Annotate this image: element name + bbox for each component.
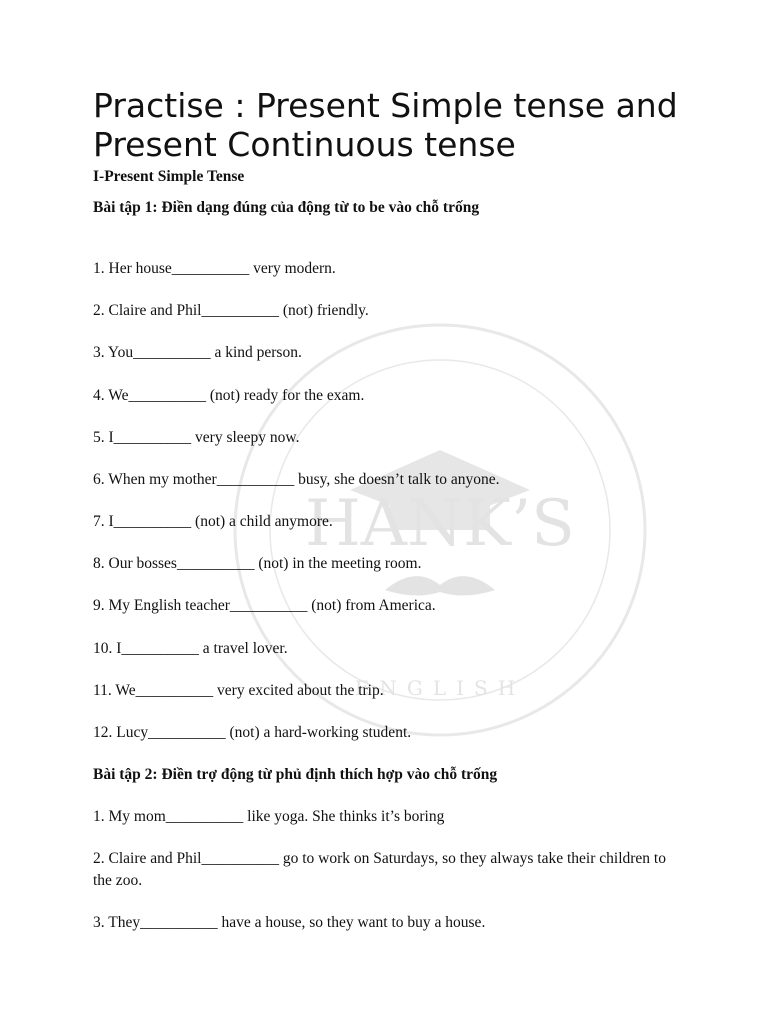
exercise1-item: 6. When my mother__________ busy, she doesn’t talk to anyone. bbox=[93, 471, 500, 488]
exercise1-item: 1. Her house__________ very modern. bbox=[93, 260, 336, 277]
section-heading: I-Present Simple Tense bbox=[93, 168, 245, 185]
exercise1-item: 3. You__________ a kind person. bbox=[93, 344, 302, 361]
watermark-brand: HANK’S bbox=[304, 487, 576, 561]
exercise1-item: 2. Claire and Phil__________ (not) friendly. bbox=[93, 302, 369, 319]
exercise2-item: 3. They__________ have a house, so they want to buy a house. bbox=[93, 914, 486, 931]
exercise1-item: 8. Our bosses__________ (not) in the meeting room. bbox=[93, 555, 422, 572]
exercise1-item: 10. I__________ a travel lover. bbox=[93, 640, 288, 657]
exercise1-item: 7. I__________ (not) a child anymore. bbox=[93, 513, 333, 530]
exercise1-heading: Bài tập 1: Điền dạng đúng của động từ to be vào chỗ trống bbox=[93, 199, 480, 216]
exercise2-item: 2. Claire and Phil__________ go to work on Saturdays, so they always take their children to the zoo. bbox=[93, 850, 666, 889]
exercise1-item: 9. My English teacher__________ (not) from America. bbox=[93, 597, 436, 614]
page-title: Practise : Present Simple tense and Present Continuous tense bbox=[93, 86, 678, 164]
exercise2-item: 1. My mom__________ like yoga. She thinks it’s boring bbox=[93, 808, 445, 825]
watermark-sub: ENGLISH bbox=[354, 676, 526, 700]
exercise1-item: 4. We__________ (not) ready for the exam. bbox=[93, 387, 365, 404]
exercise1-item: 5. I__________ very sleepy now. bbox=[93, 429, 300, 446]
exercise2-heading: Bài tập 2: Điền trợ động từ phủ định thích hợp vào chỗ trống bbox=[93, 766, 498, 783]
exercise1-item: 12. Lucy__________ (not) a hard-working student. bbox=[93, 724, 412, 741]
exercise1-item: 11. We__________ very excited about the trip. bbox=[93, 682, 384, 699]
